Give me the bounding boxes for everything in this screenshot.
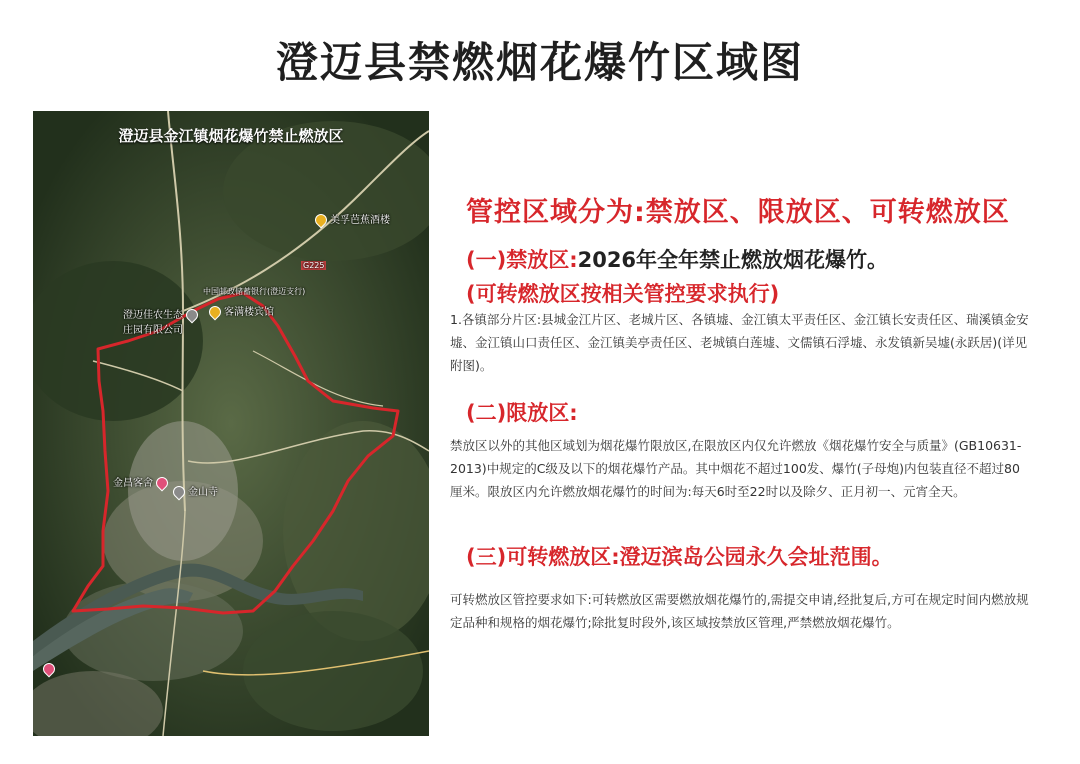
location-pin-icon xyxy=(154,475,171,492)
section1-heading xyxy=(466,244,888,274)
control-areas-heading: 管控区域分为:禁放区、限放区、可转燃放区 xyxy=(466,197,1010,228)
satellite-map xyxy=(33,111,429,736)
section2-body: 禁放区以外的其他区域划为烟花爆竹限放区,在限放区内仅允许燃放《烟花爆竹安全与质量》(GB10631-2013)中规定的C级及以下的烟花爆竹产品。其中烟花不超过100发、爆竹(子母炮)内包装直径不超过80厘米。限放区内允许燃放烟花爆竹的时间为:每天6时至22时以及除夕、正月初一、元宵全天。 xyxy=(450,438,1022,499)
location-pin-icon xyxy=(207,304,224,321)
location-pin-icon xyxy=(313,212,330,229)
road-marker: G225 xyxy=(303,261,325,270)
map-panel[interactable] xyxy=(33,111,429,736)
section1-body: 1.各镇部分片区:县城金江片区、老城片区、各镇墟、金江镇太平责任区、金江镇长安责任区、瑞溪镇金安墟、金江镇山口责任区、金江镇美亭责任区、老城镇白莲墟、文儒镇石浮墟、永发镇新吴墟(永跃居)(详见附图)。 xyxy=(450,312,1029,373)
hospital-marker[interactable] xyxy=(43,663,58,675)
map-label-jinsheng[interactable]: 金昌客舍 xyxy=(113,474,171,489)
section1-subheading: (可转燃放区按相关管控要求执行) xyxy=(466,282,780,306)
location-pin-icon xyxy=(171,484,188,501)
map-label-post: 中国邮政储蓄银行(澄迈支行) xyxy=(203,287,306,296)
section3-body: 可转燃放区管控要求如下:可转燃放区需要燃放烟花爆竹的,需提交申请,经批复后,方可在规定时间内燃放规定品种和规格的烟花爆竹;除批复时段外,该区域按禁放区管理,严禁燃放烟花爆竹。 xyxy=(450,592,1029,630)
map-label-meizi[interactable]: 美孚芭蕉酒楼 xyxy=(315,211,390,226)
section1-text: 2026年全年禁止燃放烟花爆竹。 xyxy=(577,248,889,272)
map-label-jinshan[interactable]: 金山寺 xyxy=(173,483,218,498)
map-label-eco[interactable]: 澄迈佳农生态 庄园有限公司 xyxy=(123,306,201,336)
map-label-hotel[interactable]: 客满楼宾馆 xyxy=(209,303,274,318)
hospital-icon xyxy=(41,661,58,678)
map-title: 澄迈县金江镇烟花爆竹禁止燃放区 xyxy=(118,127,344,145)
location-pin-icon xyxy=(184,307,201,324)
page-title: 澄迈县禁燃烟花爆竹区域图 xyxy=(275,38,804,87)
section2-heading: (二)限放区: xyxy=(466,401,578,425)
section3-heading: (三)可转燃放区:澄迈滨岛公园永久会址范围。 xyxy=(466,545,893,569)
section1-label: (一)禁放区: xyxy=(466,248,578,272)
